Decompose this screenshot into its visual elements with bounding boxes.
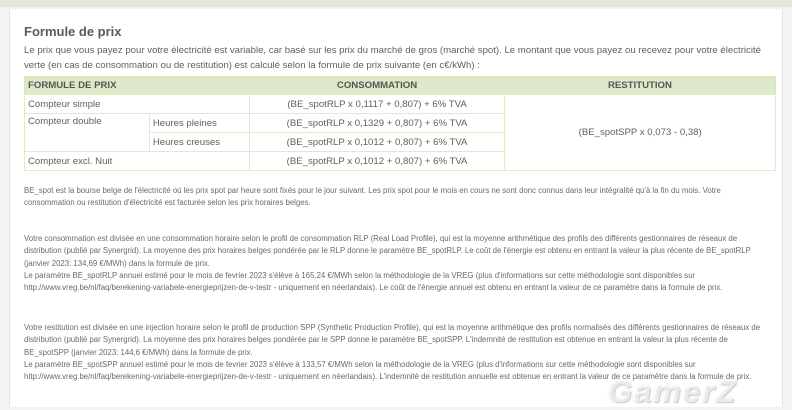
row-label: Compteur simple	[25, 95, 250, 114]
restitution-paragraph: Votre restitution est divisée en une injection horaire selon le profil de production SPP (Synthetic Production Profile), qui est la moyenne arithmétique des profils normalisés des différents gestionnaires de réseaux de distribution (publié par Synergrid). La moyenne des prix horaires belges pondérée par le SPP donne le paramètre BE_spotSPP. L'indemnité de restitution est obtenue en entrant la valeur la plus récente de BE_spotSPP (janvier 2023: 144,6 €/MWh) dans la formule de prix. Le paramètre BE_spotSPP annuel estimé pour le mois de fevrier 2023 s'élève à 133,57 €/MWh selon la méthodologie de la VREG (plus d'informations sur cette méthodologie sont disponibles sur http://www.vreg.be/nl/faq/berekening-variabele-energieprijzen-de-v-testr - uniquement en néerlandais). L'indemnité de restitution annuelle est obtenue en entrant la valeur de ce paramètre dans la formule de prix.	[24, 323, 761, 382]
header-restitution: RESTITUTION	[505, 77, 776, 95]
price-formula-table	[24, 76, 776, 171]
row-sublabel: Heures creuses	[149, 133, 249, 152]
header-formula: FORMULE DE PRIX	[25, 77, 250, 95]
intro-text: Le prix que vous payez pour votre électricité est variable, car basé sur les prix du marché de gros (marché spot). Le montant que vous payez ou recevez pour votre électricité verte (en cas de consommation ou de restitution) est calculé selon la formule de prix suivante (en c€/kWh) :	[24, 45, 761, 71]
section-title: Formule de prix	[24, 24, 122, 39]
consumption-formula: (BE_spotRLP x 0,1012 + 0,807) + 6% TVA	[249, 133, 505, 152]
document-page	[9, 9, 783, 407]
row-sublabel: Heures pleines	[149, 114, 249, 133]
row-label: Compteur excl. Nuit	[25, 152, 250, 171]
table-header-row	[25, 77, 776, 95]
row-label: Compteur double	[25, 114, 150, 152]
consumption-paragraph: Votre consommation est divisée en une consommation horaire selon le profil de consommation RLP (Real Load Profile), qui est la moyenne arithmétique des profils des différents gestionnaires de réseaux de distribution (publié par Synergrid). La moyenne des prix horaires belges pondérée par le RLP donne le paramètre BE_spotRLP. Le coût de l'énergie est obtenu en entrant la valeur la plus récente de BE_spotRLP (janvier 2023: 134,69 €/MWh) dans la formule de prix. Le paramètre BE_spotRLP annuel estimé pour le mois de fevrier 2023 s'élève à 165,24 €/MWh selon la méthodologie de la VREG (plus d'informations sur cette méthodologie sont disponibles sur http://www.vreg.be/nl/faq/berekening-variabele-energieprijzen-de-v-testr - uniquement en néerlandais). Le coût de l'énergie annuel est obtenu en entrant la valeur de ce paramètre dans la formule de prix.	[24, 234, 751, 293]
top-band	[0, 0, 792, 7]
watermark-logo: GamerZ	[608, 374, 738, 409]
consumption-formula: (BE_spotRLP x 0,1329 + 0,807) + 6% TVA	[249, 114, 505, 133]
consumption-formula: (BE_spotRLP x 0,1117 + 0,807) + 6% TVA	[249, 95, 505, 114]
bourse-paragraph: BE_spot est la bourse belge de l'électricité où les prix spot par heure sont fixés pour le jour suivant. Les prix spot pour le mois en cours ne sont donc connus dans leur intégralité qu'à la fin du mois. Votre consommation ou restitution d'électricité est facturée selon les prix horaires belges.	[24, 186, 721, 208]
table-row	[25, 95, 776, 114]
restitution-formula: (BE_spotSPP x 0,073 - 0,38)	[505, 95, 776, 171]
header-consumption: CONSOMMATION	[249, 77, 505, 95]
consumption-formula: (BE_spotRLP x 0,1012 + 0,807) + 6% TVA	[249, 152, 505, 171]
